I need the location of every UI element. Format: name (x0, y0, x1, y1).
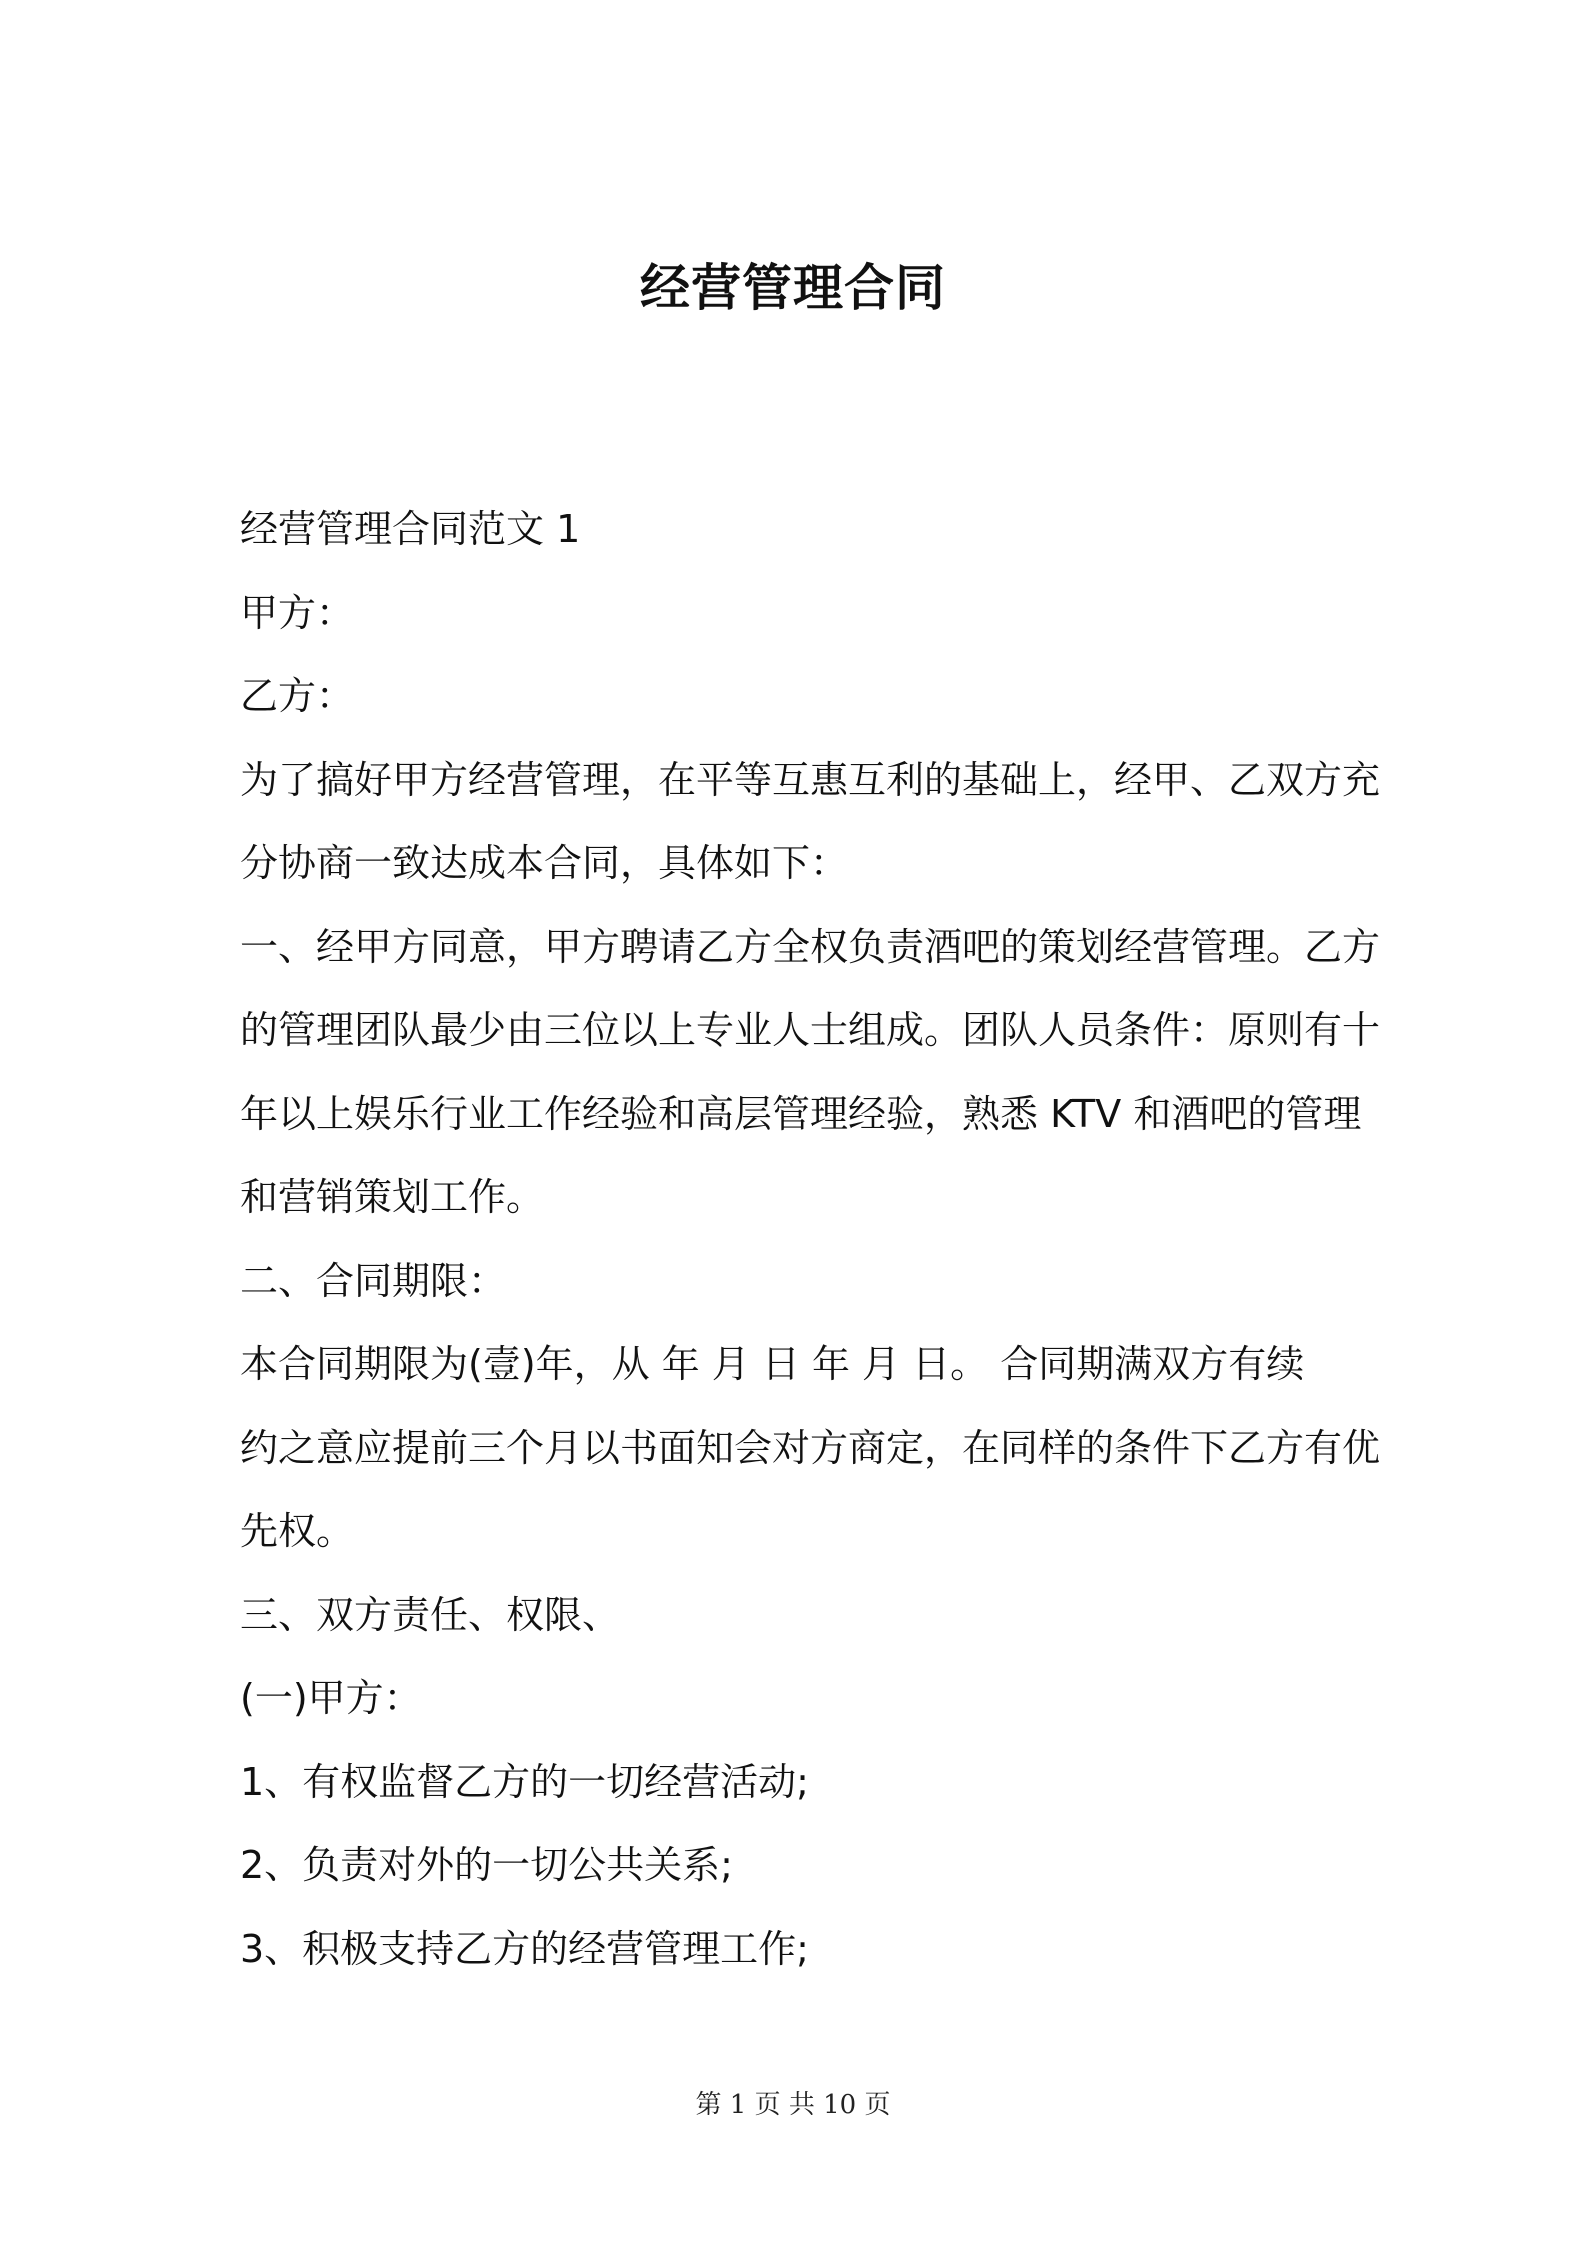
paragraph-line: 甲方： (240, 590, 355, 635)
paragraph-line: 三、双方责任、权限、 (240, 1592, 621, 1637)
paragraph-line: 一、经甲方同意，甲方聘请乙方全权负责酒吧的策划经营管理。乙方 (240, 924, 1381, 969)
paragraph-line: 经营管理合同范文 1 (240, 507, 581, 551)
paragraph-line: 3、积极支持乙方的经营管理工作; (240, 1926, 809, 1971)
paragraph-line: 乙方： (240, 674, 355, 718)
paragraph-line: 1、有权监督乙方的一切经营活动; (240, 1759, 809, 1804)
paragraph-line: 2、负责对外的一切公共关系; (240, 1843, 733, 1887)
paragraph-line: 和营销策划工作。 (240, 1175, 545, 1219)
document-body (240, 488, 1381, 1991)
document-title: 经营管理合同 (640, 259, 946, 317)
page-number-footer: 第 1 页 共 10 页 (695, 2090, 891, 2120)
paragraph-line: 为了搞好甲方经营管理，在平等互惠互利的基础上，经甲、乙双方充 (240, 757, 1381, 802)
paragraph-line: (一)甲方： (240, 1676, 422, 1720)
paragraph-line: 二、合同期限： (240, 1258, 507, 1303)
paragraph-line: 约之意应提前三个月以书面知会对方商定，在同样的条件下乙方有优 (240, 1425, 1381, 1470)
paragraph-line: 分协商一致达成本合同，具体如下： (240, 841, 849, 885)
paragraph-line: 年以上娱乐行业工作经验和高层管理经验，熟悉 KTV 和酒吧的管理 (240, 1091, 1362, 1136)
paragraph-line: 本合同期限为(壹)年，从 年 月 日 年 月 日。 合同期满双方有续 (240, 1342, 1305, 1386)
paragraph-line: 先权。 (240, 1509, 355, 1553)
paragraph-line: 的管理团队最少由三位以上专业人士组成。团队人员条件：原则有十 (240, 1008, 1381, 1052)
